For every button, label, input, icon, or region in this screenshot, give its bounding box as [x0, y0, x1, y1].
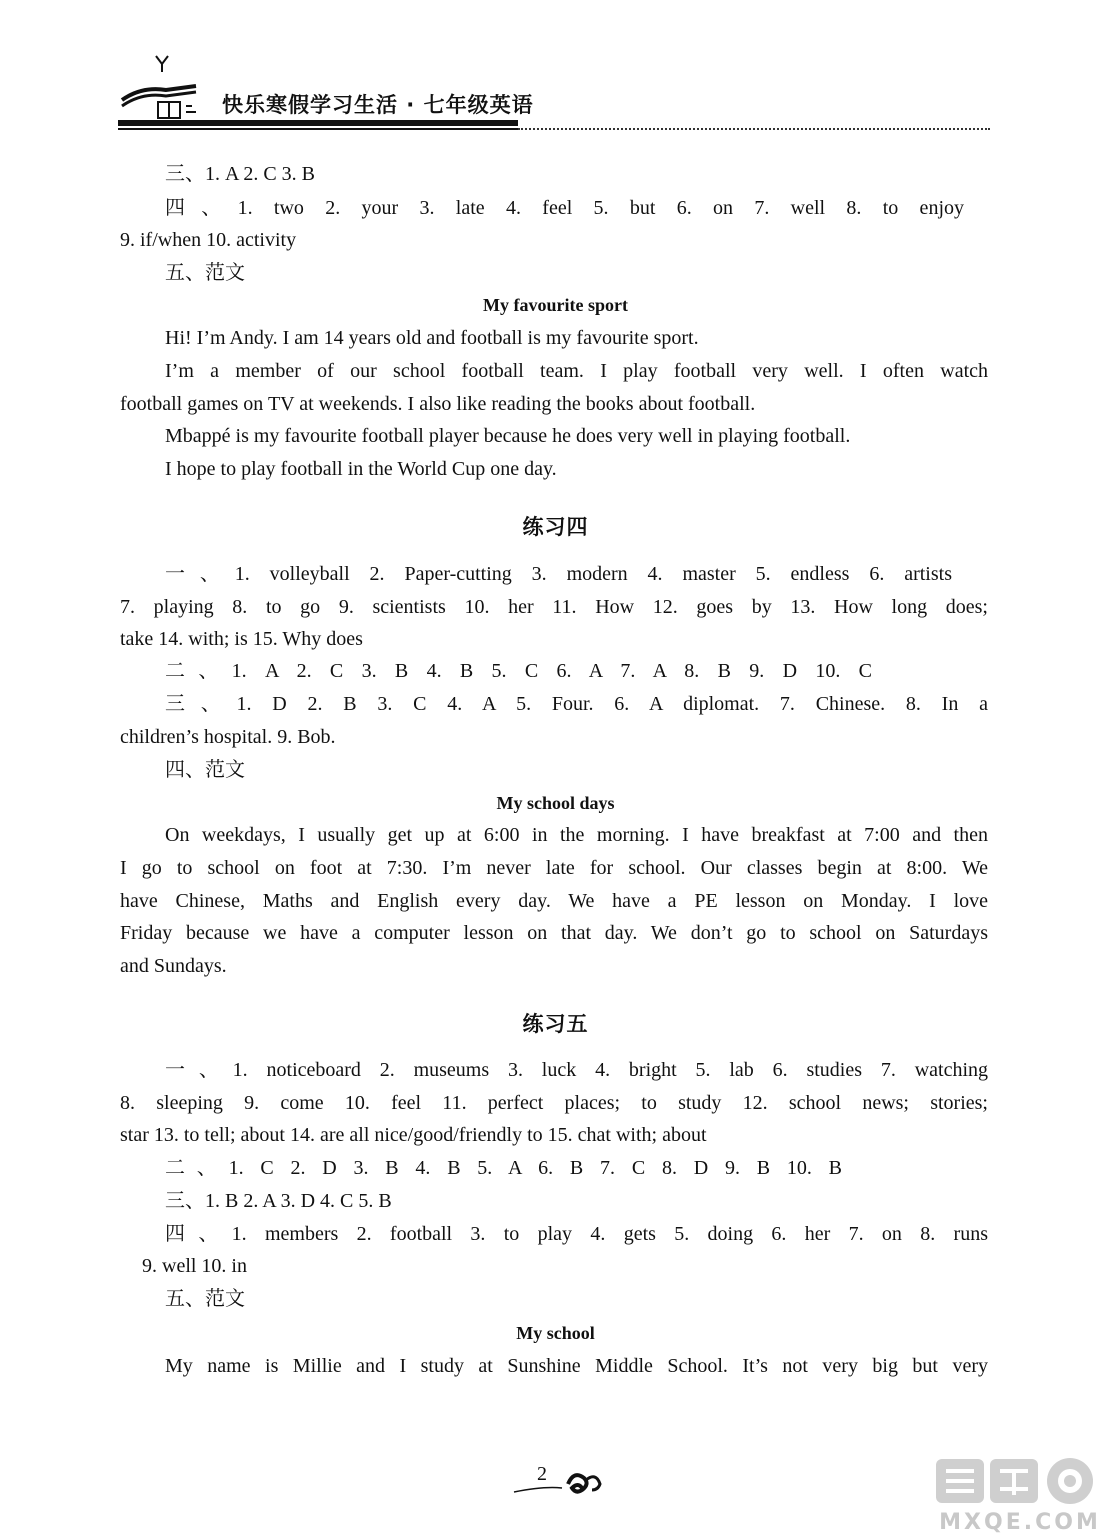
page-number: 2	[537, 1463, 547, 1485]
answer-line: 二、1. C 2. D 3. B 4. B 5. A 6. B 7. C 8. D 9. B 10. B	[165, 1157, 842, 1179]
essay-line: On weekdays, I usually get up at 6:00 in the morning. I have breakfast at 7:00 and then	[165, 824, 988, 846]
page-header	[118, 40, 990, 140]
header-dotted-rule	[518, 128, 990, 130]
essay-title: My school	[516, 1323, 595, 1343]
essay-line: I hope to play football in the World Cup one day.	[165, 458, 557, 480]
answer-line: 8. sleeping 9. come 10. feel 11. perfect places; to study 12. school news; stories;	[120, 1092, 988, 1114]
answer-line: star 13. to tell; about 14. are all nice/good/friendly to 15. chat with; about	[120, 1124, 707, 1146]
essay-line: I’m a member of our school football team. I play football very well. I often watch	[165, 360, 988, 382]
answer-line: 一、1. volleyball 2. Paper-cutting 3. modern 4. master 5. endless 6. artists	[165, 563, 952, 585]
answer-line: 9. well 10. in	[142, 1255, 247, 1277]
watermark-logo	[930, 1455, 1110, 1536]
answer-line: 9. if/when 10. activity	[120, 229, 297, 251]
header-rule	[118, 120, 518, 126]
decorative-swirl-icon	[512, 1466, 604, 1496]
essay-line: I go to school on foot at 7:30. I’m never late for school. Our classes begin at 8:00. We	[120, 857, 988, 879]
answer-line: 二、1. A 2. C 3. B 4. B 5. C 6. A 7. A 8. B 9. D 10. C	[165, 660, 872, 682]
essay-line: Friday because we have a computer lesson on that day. We don’t go to school on Saturdays	[120, 922, 988, 944]
answer-line: take 14. with; is 15. Why does	[120, 628, 363, 650]
svg-text:MXQE.COM: MXQE.COM	[939, 1510, 1101, 1535]
essay-line: have Chinese, Maths and English every day. We have a PE lesson on Monday. I love	[120, 890, 988, 912]
essay-line: and Sundays.	[120, 955, 227, 977]
answer-line: children’s hospital. 9. Bob.	[120, 726, 336, 748]
book-logo-icon	[118, 50, 208, 120]
section-title: 练习五	[522, 1012, 589, 1036]
answer-line: 四、1. two 2. your 3. late 4. feel 5. but 6. on 7. well 8. to enjoy	[165, 197, 964, 219]
essay-title: My favourite sport	[483, 295, 628, 315]
essay-line: football games on TV at weekends. I also like reading the books about football.	[120, 393, 756, 415]
answer-line: 三、1. A 2. C 3. B	[165, 163, 316, 185]
answer-heading: 五、范文	[165, 262, 245, 284]
essay-line: My name is Millie and I study at Sunshine Middle School. It’s not very big but very	[165, 1355, 988, 1377]
answer-line: 四、1. members 2. football 3. to play 4. gets 5. doing 6. her 7. on 8. runs	[165, 1223, 988, 1245]
answer-line: 三、1. D 2. B 3. C 4. A 5. Four. 6. A diplomat. 7. Chinese. 8. In a	[165, 693, 988, 715]
header-title: 快乐寒假学习生活 · 七年级英语	[222, 93, 534, 117]
answer-line: 7. playing 8. to go 9. scientists 10. her 11. How 12. goes by 13. How long does;	[120, 596, 988, 618]
essay-line: Mbappé is my favourite football player because he does very well in playing football.	[165, 425, 851, 447]
header-rule-thin	[118, 128, 518, 130]
essay-title: My school days	[496, 793, 615, 813]
answer-line: 一、1. noticeboard 2. museums 3. luck 4. bright 5. lab 6. studies 7. watching	[165, 1059, 988, 1081]
section-title: 练习四	[522, 515, 589, 539]
answer-heading: 五、范文	[165, 1288, 245, 1310]
answer-heading: 四、范文	[165, 759, 245, 781]
essay-line: Hi! I’m Andy. I am 14 years old and football is my favourite sport.	[165, 327, 699, 349]
answer-line: 三、1. B 2. A 3. D 4. C 5. B	[165, 1190, 392, 1212]
